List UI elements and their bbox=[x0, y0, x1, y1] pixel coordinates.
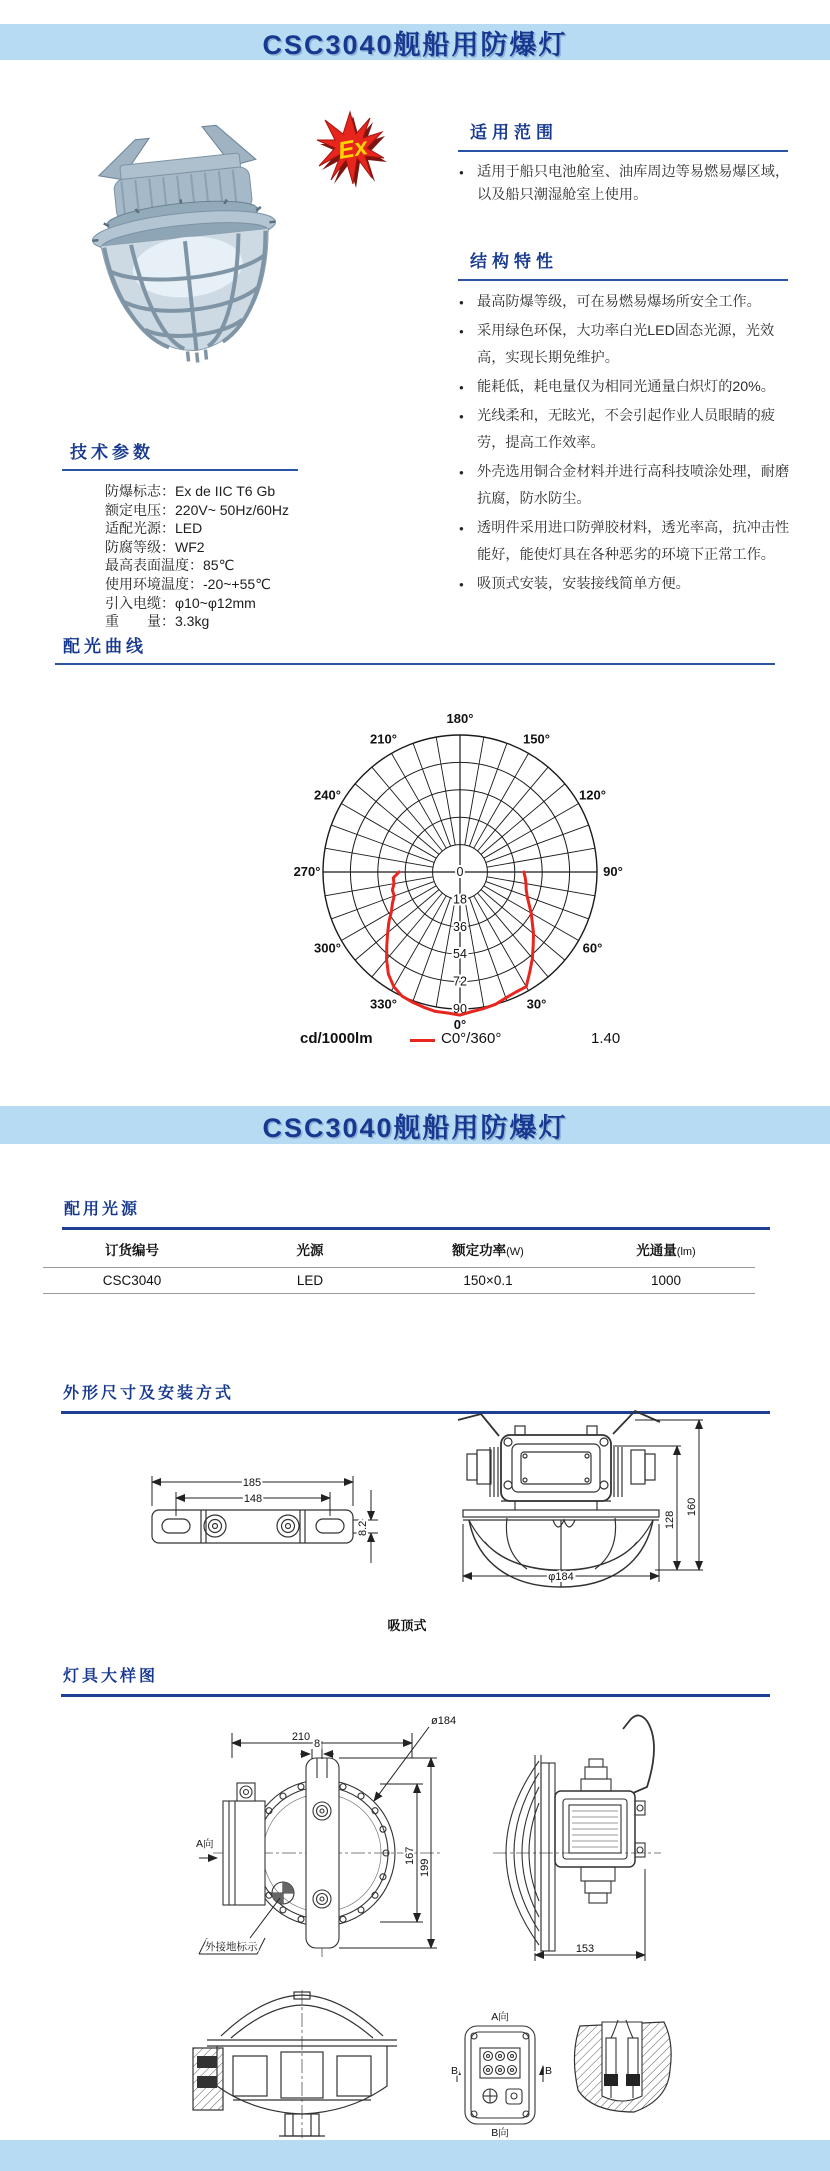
param-line: 引入电缆：φ10~φ12mm bbox=[105, 594, 256, 611]
view-a-direction-label: A向 bbox=[491, 2011, 509, 2023]
svg-text:270°: 270° bbox=[293, 864, 321, 879]
list-item: ● 透明件采用进口防弹胶材料，透光率高，抗冲击性能好，能使灯具在各种恶劣的环境下正常工作。 bbox=[458, 515, 798, 569]
svg-text:72: 72 bbox=[453, 974, 467, 989]
lamp-source-table bbox=[43, 1233, 755, 1294]
dim-detail-diameter: ø184 bbox=[431, 1715, 457, 1727]
param-line: 最高表面温度：85℃ bbox=[105, 557, 235, 574]
terminal-box-view-drawing bbox=[450, 2010, 553, 2139]
tech-params-heading bbox=[62, 438, 298, 471]
scope-heading-text: 适用范围 bbox=[470, 123, 558, 142]
svg-text:36: 36 bbox=[453, 919, 467, 934]
features-list bbox=[458, 289, 798, 600]
page2-title-bar bbox=[0, 1106, 830, 1144]
list-item: ● 最高防爆等级，可在易燃易爆场所安全工作。 bbox=[458, 289, 798, 316]
product-photo bbox=[68, 115, 308, 420]
cell-order-code: CSC3040 bbox=[43, 1268, 221, 1294]
ex-star-icon bbox=[316, 108, 386, 192]
dim-bracket-width: 185 bbox=[242, 1477, 262, 1489]
detail-drawing-heading bbox=[61, 1663, 770, 1697]
dim-lamp-diameter: φ184 bbox=[548, 1571, 574, 1583]
lamp-source-heading-text: 配用光源 bbox=[64, 1201, 141, 1218]
features-heading bbox=[458, 247, 788, 281]
dim-lamp-overall-height: 160 bbox=[686, 1497, 698, 1517]
ex-badge-text: Ex bbox=[336, 133, 370, 165]
bracket-top-view-drawing bbox=[60, 1432, 380, 1627]
svg-text:90: 90 bbox=[453, 1002, 467, 1016]
photometric-heading-text: 配光曲线 bbox=[63, 637, 147, 656]
svg-text:330°: 330° bbox=[370, 996, 397, 1012]
dim-top-width: 210 bbox=[291, 1731, 311, 1743]
chart-legend-row bbox=[0, 1030, 830, 1054]
page1-title: CSC3040舰船用防爆灯 bbox=[262, 29, 568, 60]
legend-line-swatch bbox=[410, 1039, 435, 1042]
param-line: 适配光源：LED bbox=[105, 520, 203, 537]
col-header: 订货编号 bbox=[105, 1243, 159, 1258]
lamp-front-view-drawing bbox=[455, 1402, 705, 1602]
lamp-cross-section-drawing bbox=[193, 1990, 411, 2138]
list-item: ● 采用绿色环保，大功率白光LED固态光源，光效高，实现长期免维护。 bbox=[458, 318, 798, 372]
lamp-source-heading bbox=[62, 1196, 770, 1230]
table-row bbox=[43, 1268, 755, 1294]
svg-text:240°: 240° bbox=[314, 787, 341, 803]
list-item: ● 适用于船只电池舱室、油库周边等易燃易爆区域，以及船只潮湿舱室上使用。 bbox=[458, 161, 798, 207]
param-line: 防爆标志：Ex de IIC T6 Gb bbox=[105, 483, 276, 499]
features-heading-text: 结构特性 bbox=[470, 252, 558, 271]
chart-scale-factor: 1.40 bbox=[591, 1030, 621, 1047]
svg-text:30°: 30° bbox=[526, 996, 547, 1012]
svg-text:90°: 90° bbox=[603, 864, 623, 879]
cell-power: 150×0.1 bbox=[399, 1268, 577, 1294]
ex-badge bbox=[316, 108, 386, 197]
dimensions-heading-text: 外形尺寸及安装方式 bbox=[63, 1385, 235, 1402]
list-item: ● 能耗低，耗电量仅为相同光通量白炽灯的20%。 bbox=[458, 374, 798, 401]
page-footer-bar bbox=[0, 2140, 830, 2171]
section-b-label-left: B bbox=[451, 2065, 459, 2077]
cell-flux: 1000 bbox=[577, 1268, 755, 1294]
svg-text:300°: 300° bbox=[314, 940, 341, 956]
tech-params-heading-text: 技术参数 bbox=[70, 443, 154, 462]
list-item: ● 外壳选用铜合金材料并进行高科技喷涂处理，耐磨抗腐，防水防尘。 bbox=[458, 459, 798, 513]
section-b-label-right: B bbox=[545, 2065, 553, 2077]
lamp-top-view-detail-drawing bbox=[195, 1703, 465, 1961]
page1-title-bar bbox=[0, 24, 830, 60]
col-header: 额定功率(W) bbox=[452, 1243, 524, 1258]
cable-entry-detail-drawing bbox=[568, 2012, 676, 2124]
svg-text:150°: 150° bbox=[523, 731, 550, 747]
col-header: 光通量(lm) bbox=[636, 1243, 696, 1258]
svg-text:60°: 60° bbox=[582, 940, 603, 956]
ground-mark-note: 外接地标示 bbox=[205, 1941, 258, 1953]
svg-text:120°: 120° bbox=[579, 787, 606, 803]
param-line: 使用环境温度：-20~+55℃ bbox=[105, 575, 271, 592]
list-item: ● 吸顶式安装，安装接线简单方便。 bbox=[458, 571, 798, 598]
cell-source: LED bbox=[221, 1268, 399, 1294]
polar-light-distribution-chart bbox=[295, 700, 625, 1045]
scope-list bbox=[458, 161, 798, 207]
tech-params-list bbox=[105, 482, 289, 631]
col-header: 光源 bbox=[296, 1243, 324, 1258]
svg-text:54: 54 bbox=[453, 947, 467, 962]
table-header-row bbox=[43, 1233, 755, 1268]
lamp-photo-graphic bbox=[68, 115, 308, 415]
svg-text:18: 18 bbox=[453, 892, 467, 907]
dim-detail-inner: 167 bbox=[404, 1846, 416, 1865]
view-b-direction-label: B向 bbox=[491, 2127, 509, 2139]
scope-heading bbox=[458, 118, 788, 152]
detail-drawing-heading-text: 灯具大样图 bbox=[63, 1668, 159, 1685]
view-a-label: A向 bbox=[196, 1838, 214, 1850]
lamp-side-view-detail-drawing bbox=[493, 1703, 663, 1965]
chart-units-label: cd/1000lm bbox=[300, 1030, 373, 1047]
param-line: 重 量：3.3kg bbox=[105, 613, 210, 630]
dim-lamp-body-height: 128 bbox=[664, 1510, 676, 1530]
param-line: 额定电压：220V~ 50Hz/60Hz bbox=[105, 501, 290, 518]
svg-text:180°: 180° bbox=[446, 711, 474, 726]
dim-side-width: 153 bbox=[575, 1943, 595, 1955]
param-line: 防腐等级：WF2 bbox=[105, 538, 205, 555]
svg-text:0°: 0° bbox=[453, 1017, 467, 1032]
svg-text:210°: 210° bbox=[370, 731, 397, 747]
page2-title: CSC3040舰船用防爆灯 bbox=[262, 1112, 568, 1143]
svg-text:0: 0 bbox=[456, 865, 464, 879]
dim-detail-outer: 199 bbox=[419, 1858, 431, 1877]
list-item: ● 光线柔和，无眩光，不会引起作业人员眼睛的疲劳，提高工作效率。 bbox=[458, 403, 798, 457]
mount-type-caption: 吸顶式 bbox=[387, 1618, 427, 1633]
dim-slot-width: 8 bbox=[313, 1738, 321, 1750]
dim-bracket-spacing: 148 bbox=[243, 1493, 263, 1505]
photometric-heading bbox=[55, 632, 775, 665]
legend-series-label: C0°/360° bbox=[441, 1030, 502, 1047]
dim-bracket-thickness: 8.2 bbox=[357, 1520, 369, 1536]
